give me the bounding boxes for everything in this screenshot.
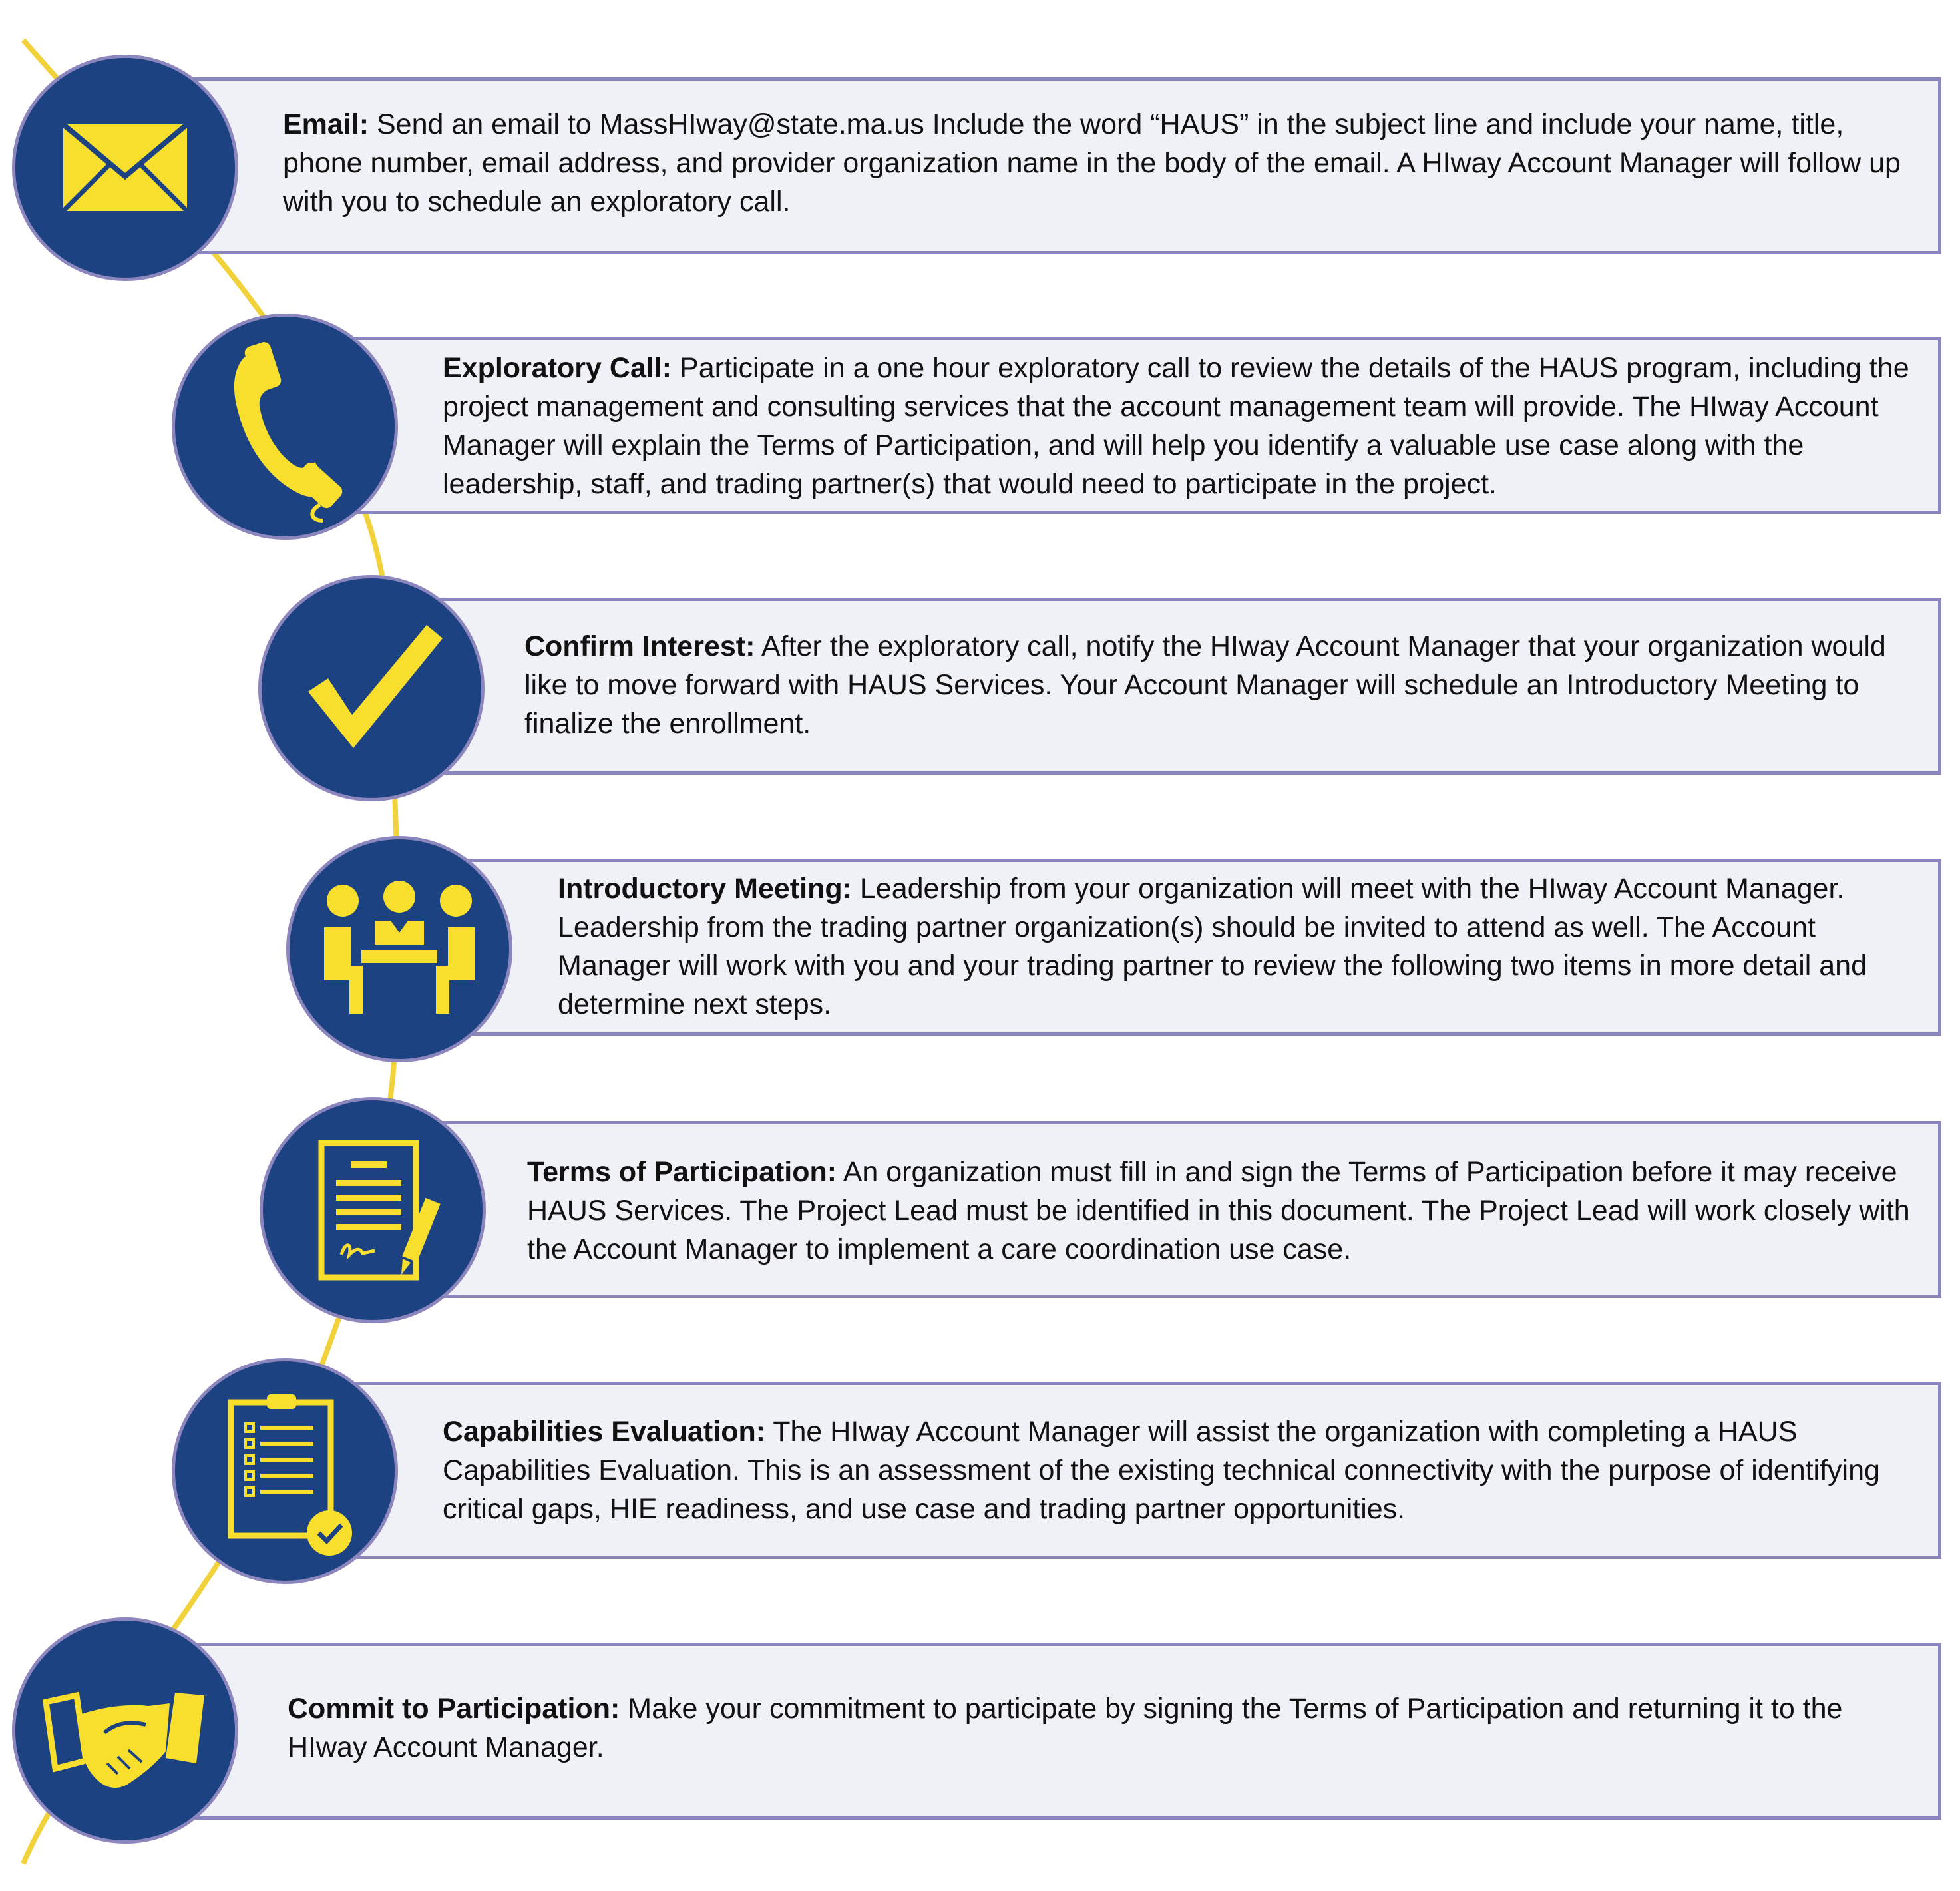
phone-icon xyxy=(175,317,395,536)
step-description: After the exploratory call, notify the HIway Account Manager that your organization would like to move forward with HAUS Services. Your Account Manager will schedule an Introductory Meeting to finalize the enrollment. xyxy=(524,630,1886,739)
step-title: Confirm Interest: xyxy=(524,630,755,662)
step-title: Email: xyxy=(283,108,369,140)
step-description: Send an email to MassHIway@state.ma.us Include the word “HAUS” in the subject line and include your name, title, phone number, email address, and provider organization name in the body of the email. A HIway Account Manager will follow up with you to schedule an exploratory call. xyxy=(283,108,1901,218)
signed-document-icon xyxy=(263,1100,483,1320)
step-description: Leadership from your organization will meet with the HIway Account Manager. Leadership from the trading partner organization(s) should be invited to attend as well. The Account Manager will work with you and your trading partner to review the following two items in more detail and determine next steps. xyxy=(558,873,1867,1020)
step-text-confirm-interest xyxy=(524,627,1920,743)
step-title: Capabilities Evaluation: xyxy=(443,1416,766,1448)
step-circle-email xyxy=(12,55,238,281)
step-description: Participate in a one hour exploratory call to review the details of the HAUS program, including the project management and consulting services that the account management team will provide. The HIway Account Manager will explain the Terms of Participation, and will help you identify a valuable use case along with the leadership, staff, and trading partner(s) that would need to participate in the project. xyxy=(443,352,1909,500)
step-circle-terms-of-participation xyxy=(260,1097,486,1323)
step-circle-exploratory-call xyxy=(172,314,398,540)
handshake-icon xyxy=(15,1621,235,1840)
step-title: Terms of Participation: xyxy=(527,1156,837,1188)
step-description: The HIway Account Manager will assist the organization with completing a HAUS Capabilities Evaluation. This is an assessment of the existing technical connectivity with the purpose of identifying critical gaps, HIE readiness, and use case and trading partner opportunities. xyxy=(443,1416,1880,1525)
step-text-email xyxy=(283,105,1920,221)
meeting-icon xyxy=(290,839,509,1059)
step-text-terms-of-participation xyxy=(527,1153,1920,1269)
step-circle-capabilities-evaluation xyxy=(172,1358,398,1584)
step-title: Commit to Participation: xyxy=(288,1693,620,1725)
envelope-icon xyxy=(15,58,235,278)
step-text-capabilities-evaluation xyxy=(443,1412,1920,1528)
step-description: Make your commitment to participate by signing the Terms of Participation and returning it to the HIway Account Manager. xyxy=(288,1693,1843,1763)
step-circle-introductory-meeting xyxy=(286,836,512,1062)
step-title: Exploratory Call: xyxy=(443,352,672,384)
step-text-introductory-meeting xyxy=(558,869,1920,1024)
step-description: An organization must fill in and sign the Terms of Participation before it may receive HAUS Services. The Project Lead must be identified in this document. The Project Lead will work closely with the Account Manager to implement a care coordination use case. xyxy=(527,1156,1910,1265)
clipboard-checklist-icon xyxy=(175,1361,395,1581)
step-title: Introductory Meeting: xyxy=(558,873,852,905)
step-circle-confirm-interest xyxy=(258,575,485,801)
step-circle-commit-to-participation xyxy=(12,1617,238,1844)
checkmark-icon xyxy=(262,578,481,798)
step-text-exploratory-call xyxy=(443,349,1920,503)
step-text-commit-to-participation xyxy=(288,1689,1920,1767)
